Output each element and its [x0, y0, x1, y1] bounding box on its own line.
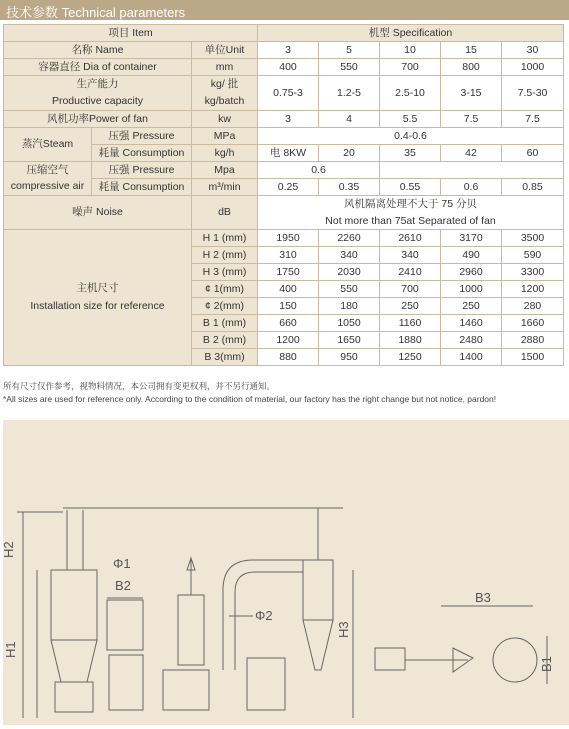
value-cell: 1200 [502, 281, 564, 298]
value-cell: 2610 [380, 230, 441, 247]
value-cell: 35 [380, 145, 441, 162]
size-row-label: B 1 (mm) [192, 315, 258, 332]
phi2-label: Φ2 [255, 608, 273, 623]
capacity-unit [192, 76, 258, 111]
model-cell: 3 [258, 42, 319, 59]
steam-pressure-label: 压强 Pressure [92, 128, 192, 145]
value-cell: 2960 [441, 264, 502, 281]
value-cell: 2.5-10 [380, 76, 441, 111]
air-consumption-label: 耗量 Consumption [92, 179, 192, 196]
value-cell: 3300 [502, 264, 564, 281]
table-row [4, 196, 564, 230]
table-row [4, 128, 564, 145]
top-view-bowl [493, 638, 537, 682]
value-cell: 400 [258, 281, 319, 298]
table-row [4, 162, 564, 179]
value-cell: 1880 [380, 332, 441, 349]
value-cell: 700 [380, 281, 441, 298]
value-cell: 4 [319, 111, 380, 128]
cart-frame [109, 655, 143, 710]
air-pressure-unit: Mpa [192, 162, 258, 179]
air-label-en: compressive air [10, 180, 85, 192]
steam-consumption-label: 耗量 Consumption [92, 145, 192, 162]
size-row-label: B 3(mm) [192, 349, 258, 366]
container-label: 容器直径 Dia of container [4, 59, 192, 76]
heater-unit [178, 595, 204, 665]
section-title: 技术参数 Technical parameters [6, 5, 186, 20]
value-cell: 250 [441, 298, 502, 315]
container-unit: mm [192, 59, 258, 76]
capacity-unit-cn: kg/ 批 [210, 78, 239, 90]
table-row [4, 42, 564, 59]
capacity-unit-en: kg/batch [204, 95, 245, 107]
capacity-label-cn: 生产能力 [76, 78, 119, 90]
steam-pressure-unit: MPa [192, 128, 258, 145]
table-row [4, 111, 564, 128]
dryer-base [55, 682, 93, 712]
value-cell: 2410 [380, 264, 441, 281]
b2-label: B2 [115, 578, 131, 593]
value-cell: 1650 [319, 332, 380, 349]
value-cell: 0.55 [380, 179, 441, 196]
size-label-en: Installation size for reference [30, 300, 165, 312]
value-cell: 550 [319, 59, 380, 76]
value-cell: 660 [258, 315, 319, 332]
table-row [4, 25, 564, 42]
size-row-label: ¢ 1(mm) [192, 281, 258, 298]
fan-unit [163, 670, 209, 710]
air-label-cn: 压缩空气 [26, 164, 69, 176]
value-cell: 1.2-5 [319, 76, 380, 111]
air-pressure-label: 压强 Pressure [92, 162, 192, 179]
b1-label: B1 [539, 656, 554, 672]
table-row [4, 59, 564, 76]
value-cell: 3170 [441, 230, 502, 247]
value-cell: 1660 [502, 315, 564, 332]
value-cell: 400 [258, 59, 319, 76]
air-pressure-value: 0.6 [258, 162, 380, 179]
value-cell: 490 [441, 247, 502, 264]
value-cell: 1000 [441, 281, 502, 298]
value-cell: 950 [319, 349, 380, 366]
value-cell: 0.75-3 [258, 76, 319, 111]
value-cell: 2260 [319, 230, 380, 247]
value-cell: 2030 [319, 264, 380, 281]
value-cell: 20 [319, 145, 380, 162]
size-row-label: H 3 (mm) [192, 264, 258, 281]
value-cell: 3-15 [441, 76, 502, 111]
value-cell: 5.5 [380, 111, 441, 128]
noise-label: 噪声 Noise [4, 196, 192, 230]
air-label [4, 162, 92, 196]
value-cell: 60 [502, 145, 564, 162]
control-cabinet [247, 658, 285, 710]
value-cell: 7.5-30 [502, 76, 564, 111]
value-cell: 1460 [441, 315, 502, 332]
value-cell: 1050 [319, 315, 380, 332]
b3-label: B3 [475, 590, 491, 605]
model-cell: 5 [319, 42, 380, 59]
value-cell: 1400 [441, 349, 502, 366]
installation-drawing [3, 420, 569, 725]
value-cell: 590 [502, 247, 564, 264]
cyclone-body [303, 560, 333, 620]
value-cell: 7.5 [441, 111, 502, 128]
capacity-label [4, 76, 192, 111]
table-row [4, 230, 564, 247]
note-chinese: 所有尺寸仅作参考，视物料情况，本公司拥有变更权利，并不另行通知。 [3, 381, 276, 391]
value-cell: 1200 [258, 332, 319, 349]
size-row-label: ¢ 2(mm) [192, 298, 258, 315]
value-cell: 1950 [258, 230, 319, 247]
size-row-label: H 1 (mm) [192, 230, 258, 247]
value-cell: 1250 [380, 349, 441, 366]
size-label-cn: 主机尺寸 [76, 282, 119, 294]
cyclone-cone [303, 620, 333, 670]
capacity-label-en: Productive capacity [51, 95, 144, 107]
value-cell: 310 [258, 247, 319, 264]
value-cell: 800 [441, 59, 502, 76]
note-english: *All sizes are used for reference only. According to the condition of material, our factory has the right change but not notice, pardon! [3, 394, 497, 404]
value-cell: 0.85 [502, 179, 564, 196]
value-cell: 0.6 [441, 179, 502, 196]
value-cell: 340 [319, 247, 380, 264]
value-cell: 180 [319, 298, 380, 315]
value-cell: 2480 [441, 332, 502, 349]
value-cell: 1000 [502, 59, 564, 76]
value-cell: 3 [258, 111, 319, 128]
model-cell: 15 [441, 42, 502, 59]
value-cell: 280 [502, 298, 564, 315]
value-cell: 550 [319, 281, 380, 298]
value-cell: 1160 [380, 315, 441, 332]
value-cell: 0.35 [319, 179, 380, 196]
technical-parameters-table [3, 24, 564, 366]
model-header: 机型 Specification [258, 25, 564, 42]
value-cell: 250 [380, 298, 441, 315]
item-header: 项目 Item [4, 25, 258, 42]
value-cell: 1750 [258, 264, 319, 281]
fan-label: 风机功率Power of fan [4, 111, 192, 128]
dryer-upper-body [51, 570, 97, 640]
noise-unit: dB [192, 196, 258, 230]
noise-value-en: Not more than 75at Separated of fan [325, 214, 496, 227]
phi1-label: Φ1 [113, 556, 131, 571]
drawing-svg [3, 420, 569, 725]
h1-label: H1 [3, 641, 18, 658]
value-cell: 2880 [502, 332, 564, 349]
value-cell: 7.5 [502, 111, 564, 128]
steam-consumption-unit: kg/h [192, 145, 258, 162]
value-cell: 880 [258, 349, 319, 366]
dryer-cone [51, 640, 97, 682]
steam-pressure-value: 0.4-0.6 [258, 128, 564, 145]
value-cell: 42 [441, 145, 502, 162]
table-row [4, 76, 564, 111]
size-row-label: B 2 (mm) [192, 332, 258, 349]
air-pressure-empty [380, 162, 564, 179]
section-header [0, 0, 569, 20]
noise-value [258, 196, 564, 230]
fan-unit: kw [192, 111, 258, 128]
h3-label: H3 [336, 621, 351, 638]
steam-label: 蒸汽Steam [4, 128, 92, 162]
size-label [4, 230, 192, 366]
top-view-fan [375, 648, 405, 670]
value-cell: 340 [380, 247, 441, 264]
name-header: 名称 Name [4, 42, 192, 59]
value-cell: 0.25 [258, 179, 319, 196]
model-cell: 30 [502, 42, 564, 59]
value-cell: 700 [380, 59, 441, 76]
value-cell: 3500 [502, 230, 564, 247]
noise-value-cn: 风机隔离处理不大于 75 分贝 [344, 197, 478, 210]
air-consumption-unit: m³/min [192, 179, 258, 196]
bowl-cart [107, 600, 143, 650]
h2-label: H2 [1, 541, 16, 558]
size-row-label: H 2 (mm) [192, 247, 258, 264]
model-cell: 10 [380, 42, 441, 59]
unit-header: 单位Unit [192, 42, 258, 59]
value-cell: 1500 [502, 349, 564, 366]
value-cell: 150 [258, 298, 319, 315]
value-cell: 电 8KW [258, 145, 319, 162]
